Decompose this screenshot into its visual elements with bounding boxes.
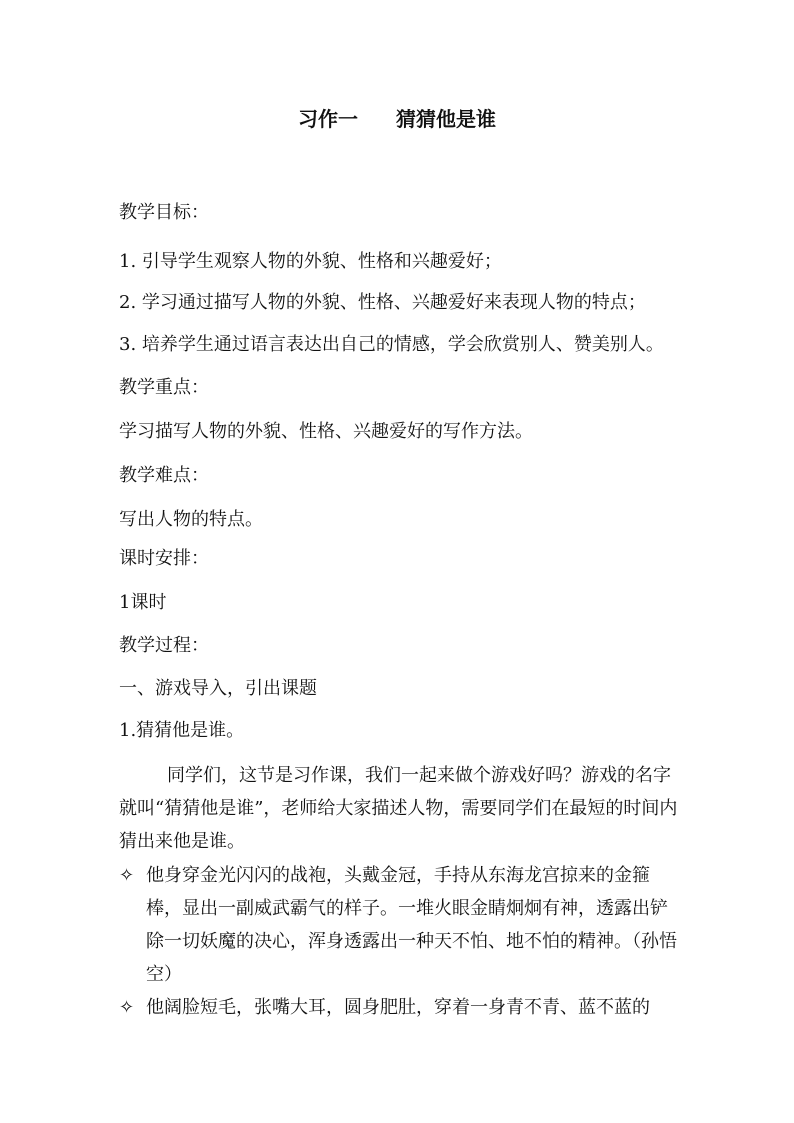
intro-paragraph-text: 同学们，这节是习作课，我们一起来做个游戏好吗？游戏的名字就叫“猜猜他是谁”，老师给大家描述人物，需要同学们在最短的时间内猜出来他是谁。 — [119, 765, 678, 852]
diamond-bullet-icon: ✧ — [119, 865, 135, 886]
schedule-text: 1课时 — [119, 592, 167, 613]
goal-item-2: 2. 学习通过描写人物的外貌、性格、兴趣爱好来表现人物的特点； — [119, 292, 646, 313]
step-1-heading: 一、游戏导入，引出课题 — [119, 678, 317, 699]
key-text: 学习描写人物的外貌、性格、兴趣爱好的写作方法。 — [119, 421, 533, 442]
page-title — [0, 103, 794, 132]
difficulty-text: 写出人物的特点。 — [119, 509, 263, 530]
intro-paragraph — [119, 759, 679, 858]
bullet-item — [119, 991, 679, 1024]
key-heading: 教学重点： — [119, 377, 209, 398]
process-heading: 教学过程： — [119, 635, 209, 656]
step-1-1-heading: 1.猜猜他是谁。 — [119, 720, 245, 741]
title-part-2: 猜猜他是谁 — [396, 107, 496, 131]
bullet-text: 他身穿金光闪闪的战袍，头戴金冠，手持从东海龙宫掠来的金箍棒，显出一副威武霸气的样子。一堆火眼金睛炯炯有神，透露出铲除一切妖魔的决心，浑身透露出一种天不怕、地不怕的精神。（孙悟空） — [146, 865, 677, 985]
goal-item-3: 3. 培养学生通过语言表达出自己的情感，学会欣赏别人、赞美别人。 — [119, 334, 664, 355]
goal-item-1: 1. 引导学生观察人物的外貌、性格和兴趣爱好； — [119, 251, 502, 272]
goals-heading: 教学目标： — [119, 202, 209, 223]
schedule-heading: 课时安排： — [119, 548, 209, 569]
diamond-bullet-icon: ✧ — [119, 997, 135, 1018]
bullet-item — [119, 859, 679, 991]
bullet-text: 他阔脸短毛，张嘴大耳，圆身肥肚，穿着一身青不青、蓝不蓝的 — [146, 997, 650, 1018]
difficulty-heading: 教学难点： — [119, 465, 209, 486]
title-part-1: 习作一 — [298, 107, 358, 131]
